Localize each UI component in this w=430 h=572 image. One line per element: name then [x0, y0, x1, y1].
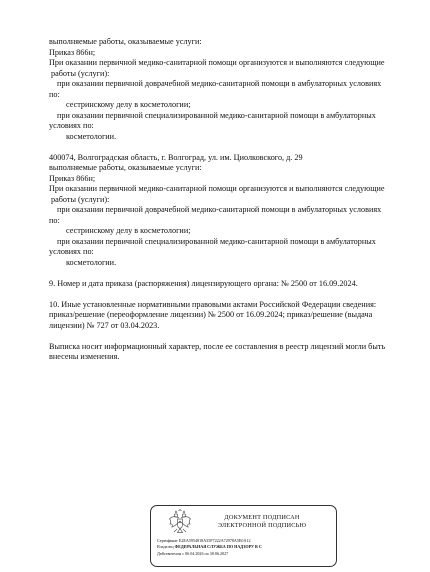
text-line: косметологии.	[66, 131, 117, 141]
text-line: при оказании первичной специализированной медико-санитарной помощи в амбулаторных	[57, 236, 376, 246]
text-line: при оказании первичной доврачебной медико-санитарной помощи в амбулаторных условиях	[57, 205, 382, 214]
certificate-label: Сертификат	[157, 538, 178, 543]
document-body	[49, 37, 405, 363]
text-line: косметологии.	[66, 257, 117, 267]
text-line: Приказ 866н;	[49, 173, 96, 183]
stamp-title	[197, 514, 327, 530]
text-line: При оказании первичной медико-санитарной помощи организуются и выполняются следующие	[49, 184, 385, 193]
text-line: при оказании первичной специализированной медико-санитарной помощи в амбулаторных	[57, 110, 376, 120]
text-line: по:	[49, 215, 60, 225]
text-line: выполняемые работы, оказываемые услуги:	[49, 163, 202, 172]
note-line: Выписка носит информационный характер, после ее составления в реестр лицензий могли быть	[49, 341, 386, 351]
stamp-title-line: ЭЛЕКТРОННОЙ ПОДПИСЬЮ	[217, 522, 307, 529]
text-line: сестринскому делу в косметологии;	[66, 100, 191, 109]
text-line: условиях по:	[49, 247, 94, 256]
text-line: работы (услуги):	[51, 194, 110, 204]
address-line: 400074, Волгоградская область, г. Волгоград, ул. им. Циолковского, д. 29	[49, 152, 303, 162]
text-line: при оказании первичной доврачебной медико-санитарной помощи в амбулаторных условиях	[57, 79, 382, 88]
text-line: по:	[49, 89, 60, 99]
note-line: внесены изменения.	[49, 352, 120, 361]
stamp-details	[157, 538, 332, 557]
section-9: 9. Номер и дата приказа (распоряжения) лицензирующего органа: № 2500 от 16.09.2024.	[49, 278, 358, 288]
certificate-value: E2EA5954818A35F7222A72978A5E0A12	[178, 538, 251, 543]
owner-value: ФЕДЕРАЛЬНАЯ СЛУЖБА ПО НАДЗОРУ В С	[174, 544, 262, 550]
text-line: работы (услуги):	[51, 68, 110, 78]
owner-label: Владелец	[157, 544, 174, 550]
electronic-signature-stamp	[150, 505, 337, 567]
double-headed-eagle-icon	[168, 509, 192, 537]
validity-row: Действителен с 06.04.2026 по 30.06.2027	[157, 550, 229, 556]
section-10-line: лицензии) № 727 от 03.04.2023.	[49, 320, 160, 330]
text-line: Приказ 866н;	[49, 47, 96, 57]
stamp-title-line: ДОКУМЕНТ ПОДПИСАН	[224, 514, 300, 521]
text-line: сестринскому делу в косметологии;	[66, 226, 191, 235]
text-line: условиях по:	[49, 121, 94, 130]
text-line: При оказании первичной медико-санитарной помощи организуются и выполняются следующие	[49, 58, 385, 67]
text-line: выполняемые работы, оказываемые услуги:	[49, 37, 202, 46]
section-10-line: приказ/решение (переоформление лицензии) № 2500 от 16.09.2024; приказ/решение (выдача	[49, 310, 373, 319]
section-10-line: 10. Иные установленные нормативными правовыми актами Российской Федерации сведения:	[49, 299, 377, 309]
